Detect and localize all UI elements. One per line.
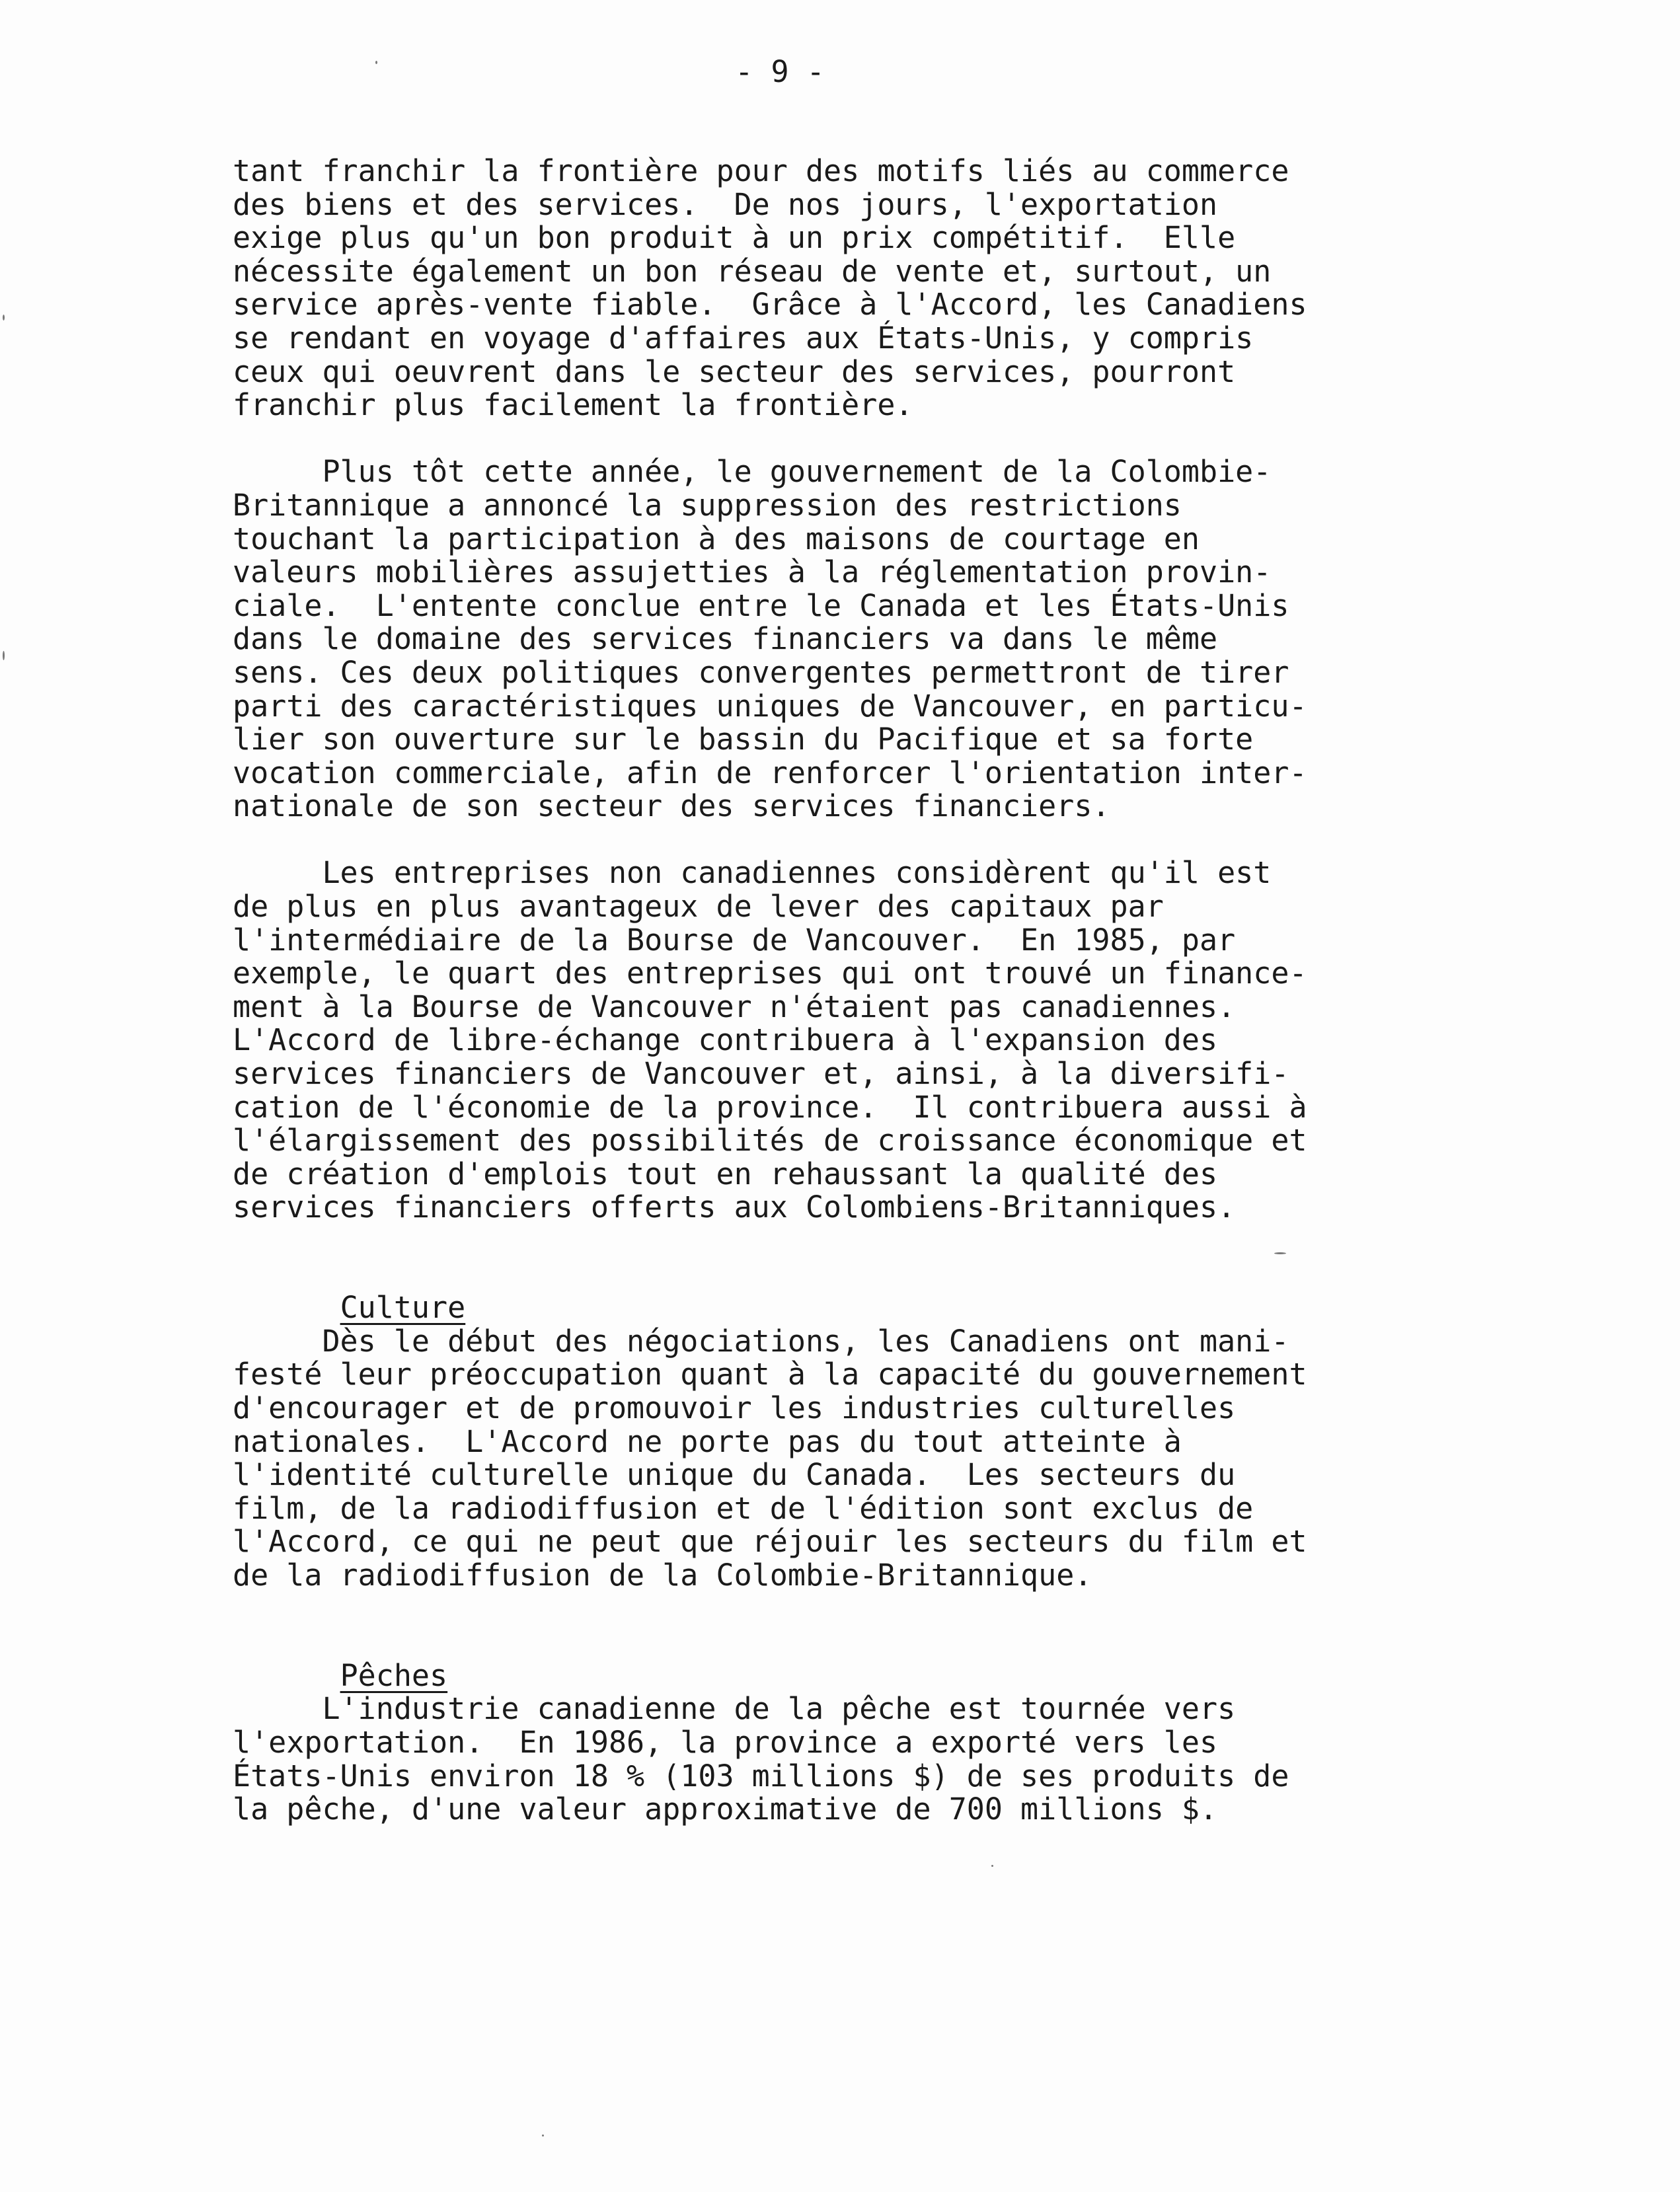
paragraph-spacer [233, 422, 1541, 456]
text-line: Plus tôt cette année, le gouvernement de la Colombie- [233, 454, 1272, 490]
text-line: se rendant en voyage d'affaires aux États-Unis, y compris [233, 320, 1254, 356]
text-line: festé leur préoccupation quant à la capacité du gouvernement [233, 1357, 1307, 1392]
scan-speck [991, 1865, 993, 1867]
text-line: sens. Ces deux politiques convergentes permettront de tirer [233, 654, 1289, 690]
scan-speck [1274, 1252, 1286, 1254]
paragraph-culture [233, 1325, 1541, 1593]
page-number: - 9 - [735, 54, 825, 89]
text-line: franchir plus facilement la frontière. [233, 387, 913, 423]
text-line: l'identité culturelle unique du Canada. Les secteurs du [233, 1457, 1236, 1493]
text-line: touchant la participation à des maisons de courtage en [233, 521, 1200, 556]
text-line: nationale de son secteur des services financiers. [233, 788, 1110, 824]
scan-speck [542, 2135, 544, 2136]
text-line: l'intermédiaire de la Bourse de Vancouver. En 1985, par [233, 922, 1236, 958]
text-line: cation de l'économie de la province. Il contribuera aussi à [233, 1089, 1307, 1125]
paragraph-spacer [233, 1225, 1541, 1258]
text-line: dans le domaine des services financiers va dans le même [233, 621, 1218, 657]
text-line: Les entreprises non canadiennes considèrent qu'il est [233, 855, 1272, 891]
text-line: vocation commerciale, afin de renforcer l'orientation inter- [233, 755, 1307, 790]
paragraph-1 [233, 155, 1541, 422]
text-line: tant franchir la frontière pour des motifs liés au commerce [233, 153, 1289, 188]
text-line: L'industrie canadienne de la pêche est tournée vers [233, 1691, 1236, 1727]
text-line: Britannique a annoncé la suppression des restrictions [233, 487, 1182, 523]
section-heading-culture [233, 1258, 1541, 1326]
text-line: la pêche, d'une valeur approximative de 700 millions $. [233, 1792, 1218, 1827]
paragraph-2 [233, 455, 1541, 823]
text-line: États-Unis environ 18 % (103 millions $) de ses produits de [233, 1758, 1289, 1794]
text-line: ment à la Bourse de Vancouver n'étaient pas canadiennes. [233, 989, 1236, 1024]
text-line: l'exportation. En 1986, la province a exporté vers les [233, 1724, 1218, 1760]
text-line: exemple, le quart des entreprises qui ont trouvé un finance- [233, 956, 1307, 991]
text-line: d'encourager et de promouvoir les industries culturelles [233, 1390, 1236, 1425]
text-line: services financiers de Vancouver et, ainsi, à la diversifi- [233, 1056, 1289, 1092]
paragraph-spacer [233, 823, 1541, 857]
document-body [233, 155, 1541, 1827]
text-line: service après-vente fiable. Grâce à l'Accord, les Canadiens [233, 287, 1307, 322]
text-line: des biens et des services. De nos jours, l'exportation [233, 186, 1218, 222]
paragraph-peches [233, 1692, 1541, 1826]
text-line: parti des caractéristiques uniques de Vancouver, en particu- [233, 688, 1307, 724]
section-heading-text: Pêches [340, 1657, 448, 1693]
section-heading-text: Culture [340, 1290, 466, 1326]
text-line: de création d'emplois tout en rehaussant la qualité des [233, 1156, 1218, 1191]
scan-speck [375, 61, 377, 64]
text-line: film, de la radiodiffusion et de l'édition sont exclus de [233, 1490, 1254, 1526]
paragraph-spacer [233, 1593, 1541, 1626]
text-line: Dès le début des négociations, les Canadiens ont mani- [233, 1323, 1289, 1359]
scan-speck [3, 315, 5, 321]
text-line: valeurs mobilières assujetties à la réglementation provin- [233, 554, 1272, 590]
text-line: exige plus qu'un bon produit à un prix compétitif. Elle [233, 220, 1236, 256]
text-line: de plus en plus avantageux de lever des capitaux par [233, 889, 1164, 925]
text-line: ceux qui oeuvrent dans le secteur des services, pourront [233, 354, 1236, 389]
text-line: services financiers offerts aux Colombiens-Britanniques. [233, 1190, 1236, 1225]
text-line: L'Accord de libre-échange contribuera à l'expansion des [233, 1022, 1218, 1058]
text-line: ciale. L'entente conclue entre le Canada et les États-Unis [233, 587, 1289, 623]
scan-speck [3, 651, 5, 660]
text-line: l'Accord, ce qui ne peut que réjouir les secteurs du film et [233, 1524, 1307, 1560]
text-line: lier son ouverture sur le bassin du Pacifique et sa forte [233, 722, 1254, 757]
text-line: nécessite également un bon réseau de vente et, surtout, un [233, 253, 1272, 289]
section-heading-peches [233, 1626, 1541, 1693]
text-line: nationales. L'Accord ne porte pas du tout atteinte à [233, 1423, 1182, 1459]
text-line: l'élargissement des possibilités de croissance économique et [233, 1123, 1307, 1158]
paragraph-3 [233, 856, 1541, 1225]
text-line: de la radiodiffusion de la Colombie-Britannique. [233, 1557, 1092, 1593]
